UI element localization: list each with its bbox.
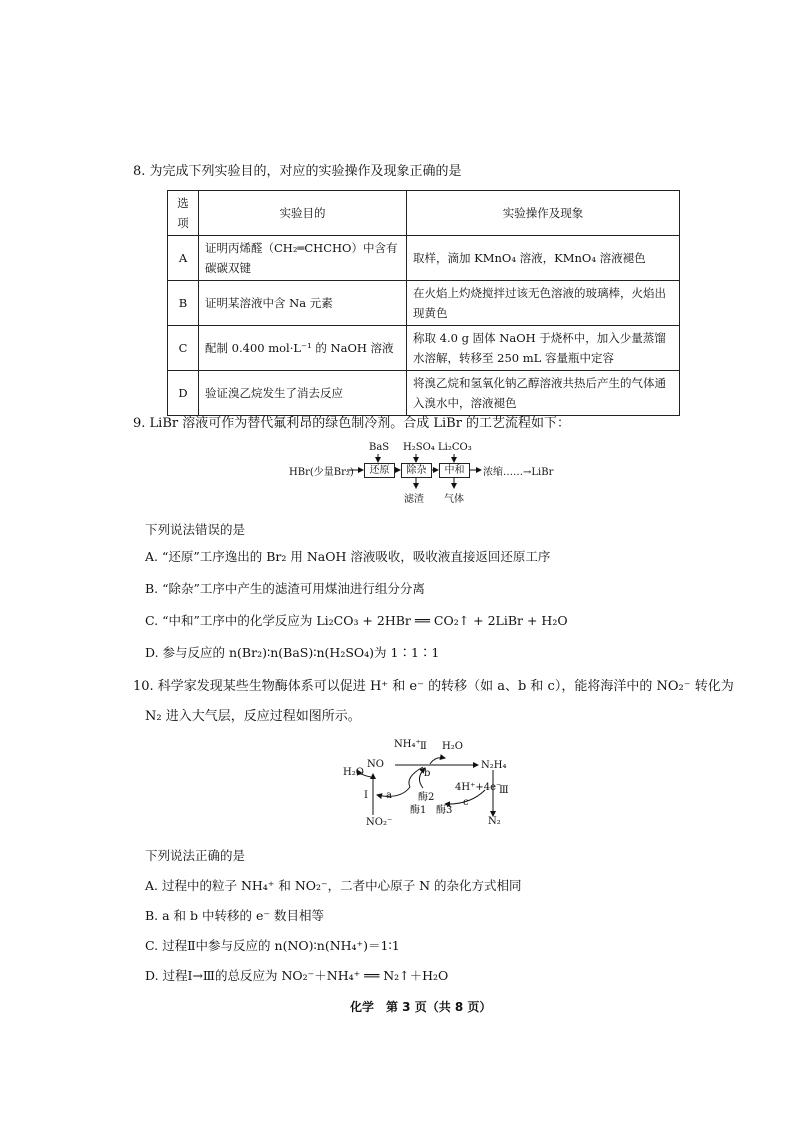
- label-n2: N₂: [488, 816, 501, 827]
- flow-input-bas: BaS: [369, 442, 390, 453]
- table-row: [168, 236, 680, 281]
- row-purpose: 证明丙烯醛（CH₂═CHCHO）中含有碳碳双键: [199, 236, 407, 281]
- q10-option-b: B. a 和 b 中转移的 e⁻ 数目相等: [145, 908, 324, 923]
- label-roman3: Ⅲ: [499, 785, 509, 796]
- label-roman1: Ⅰ: [364, 790, 368, 801]
- q10-option-a: A. 过程中的粒子 NH₄⁺ 和 NO₂⁻，二者中心原子 N 的杂化方式相同: [145, 878, 522, 893]
- table-row: [168, 371, 680, 416]
- q10-prompt: 下列说法正确的是: [145, 848, 246, 863]
- label-enzyme1: 酶1: [410, 805, 427, 816]
- row-option: D: [168, 371, 199, 416]
- flow-output-gas: 气体: [444, 494, 464, 505]
- q10-option-d: D. 过程Ⅰ→Ⅲ的总反应为 NO₂⁻＋NH₄⁺ ══ N₂↑＋H₂O: [145, 968, 449, 983]
- row-operation: 称取 4.0 g 固体 NaOH 于烧杯中，加入少量蒸馏水溶解，转移至 250 mL 容量瓶中定容: [407, 326, 680, 371]
- q9-stem: 9. LiBr 溶液可作为替代氟利昂的绿色制冷剂。合成 LiBr 的工艺流程如下：: [133, 416, 571, 431]
- row-purpose: 证明某溶液中含 Na 元素: [199, 281, 407, 326]
- label-enzyme3: 酶3: [436, 805, 453, 816]
- header-operation: 实验操作及现象: [407, 191, 680, 236]
- q8-stem: 8. 为完成下列实验目的，对应的实验操作及现象正确的是: [133, 164, 462, 179]
- row-option: A: [168, 236, 199, 281]
- label-nh4: NH₄⁺: [394, 739, 421, 750]
- header-purpose: 实验目的: [199, 191, 407, 236]
- flow-step-neutralize: 中和: [439, 463, 470, 478]
- q10-stem-line1: 10. 科学家发现某些生物酶体系可以促进 H⁺ 和 e⁻ 的转移（如 a、b 和 c），能将海洋中的 NO₂⁻ 转化为: [133, 679, 734, 694]
- page-footer: 化学 第 3 页（共 8 页）: [350, 1000, 492, 1014]
- row-option: B: [168, 281, 199, 326]
- label-h2o-top: H₂O: [442, 741, 463, 752]
- label-n2h4: N₂H₄: [481, 760, 507, 771]
- q9-option-d: D. 参与反应的 n(Br₂)∶n(BaS)∶n(H₂SO₄)为 1∶1∶1: [145, 645, 440, 660]
- flow-output-residue: 滤渣: [404, 494, 424, 505]
- label-c: c: [463, 797, 469, 808]
- row-option: C: [168, 326, 199, 371]
- row-operation: 将溴乙烷和氢氧化钠乙醇溶液共热后产生的气体通入溴水中，溶液褪色: [407, 371, 680, 416]
- label-no: NO: [367, 759, 384, 770]
- header-option: 选项: [168, 191, 199, 236]
- label-no2: NO₂⁻: [366, 817, 393, 828]
- table-row: [168, 326, 680, 371]
- q9-option-b: B. “除杂”工序中产生的滤渣可用煤油进行组分分离: [145, 581, 425, 596]
- flow-input-li2co3: Li₂CO₃: [438, 442, 472, 453]
- table-row: [168, 281, 680, 326]
- table-header-row: [168, 191, 680, 236]
- q9-option-a: A. “还原”工序逸出的 Br₂ 用 NaOH 溶液吸收，吸收液直接返回还原工序: [145, 549, 551, 564]
- row-purpose: 配制 0.400 mol·L⁻¹ 的 NaOH 溶液: [199, 326, 407, 371]
- label-a: a: [386, 790, 392, 801]
- flow-input-h2so4: H₂SO₄: [403, 442, 435, 453]
- flow-step-reduce: 还原: [364, 463, 395, 478]
- flow-tail: 浓缩……→LiBr: [483, 467, 554, 478]
- row-operation: 在火焰上灼烧搅拌过该无色溶液的玻璃棒，火焰出现黄色: [407, 281, 680, 326]
- label-he: 4H⁺+4e⁻: [455, 782, 502, 793]
- row-operation: 取样，滴加 KMnO₄ 溶液，KMnO₄ 溶液褪色: [407, 236, 680, 281]
- q9-option-c: C. “中和”工序中的化学反应为 Li₂CO₃ + 2HBr ══ CO₂↑ + 2LiBr + H₂O: [145, 613, 568, 628]
- flow-start: HBr(少量Br₂): [289, 467, 354, 478]
- label-roman2: Ⅱ: [420, 741, 427, 752]
- flow-step-purify: 除杂: [401, 463, 432, 478]
- row-purpose: 验证溴乙烷发生了消去反应: [199, 371, 407, 416]
- q9-prompt: 下列说法错误的是: [145, 522, 246, 537]
- label-h2o-left: H₂O: [343, 767, 364, 778]
- label-enzyme2: 酶2: [418, 792, 435, 803]
- q8-table: [167, 190, 680, 416]
- q10-stem-line2: N₂ 进入大气层，反应过程如图所示。: [145, 709, 361, 724]
- q10-option-c: C. 过程Ⅱ中参与反应的 n(NO)∶n(NH₄⁺)＝1∶1: [145, 938, 400, 953]
- label-b: b: [424, 768, 431, 779]
